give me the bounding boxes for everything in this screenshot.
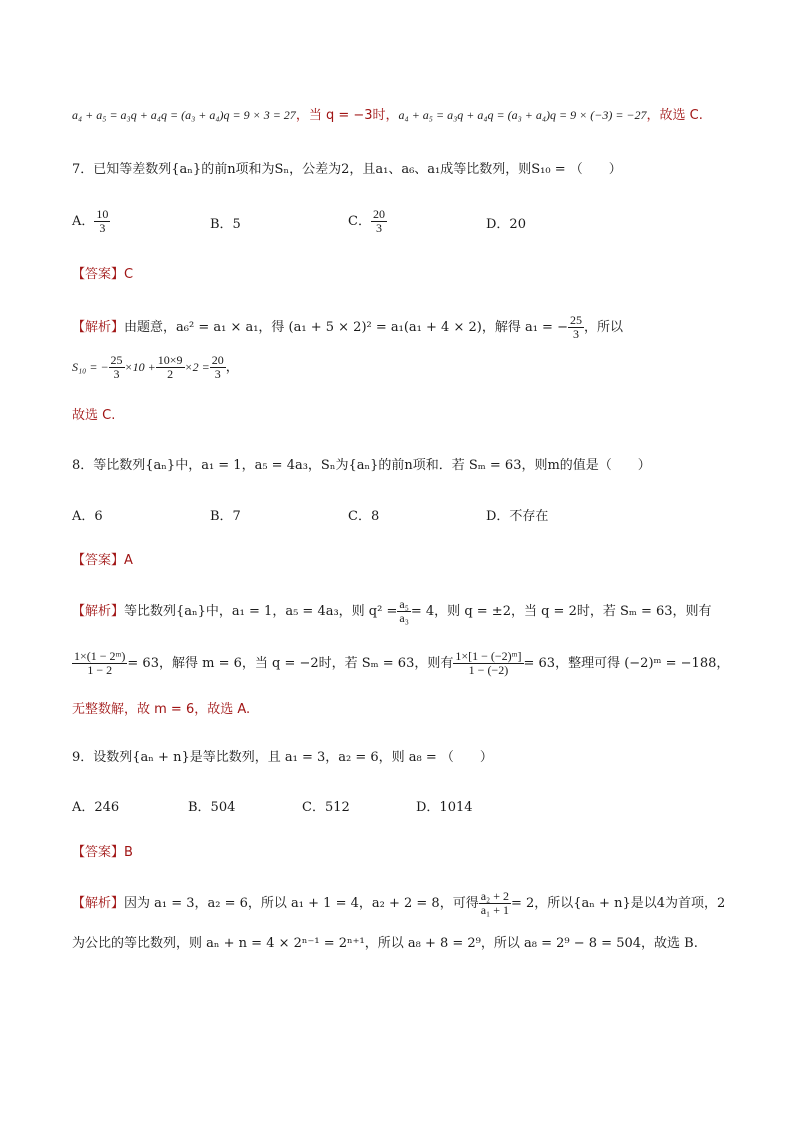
q7-option-a-den: 3 (99, 221, 106, 235)
prev-mid-text: ，当 q = −3时， (295, 108, 399, 123)
q8-conclusion: 无整数解，故 m = 6，故选 A. (72, 702, 251, 717)
q8-option-b: B．7 (210, 509, 241, 524)
q8-stem: 8．等比数列{aₙ}中，a₁ = 1，a₅ = 4a₃，Sₙ为{aₙ}的前n项和．若 Sₘ = 63，则m的值是（ ） (72, 458, 651, 473)
q8-answer-value: A (124, 553, 133, 568)
q9-analysis-text1: 因为 a₁ = 3，a₂ = 6，所以 a₁ + 1 = 4，a₂ + 2 = 8，可得 (124, 896, 479, 911)
q7-analysis-fraction-4-den: 3 (214, 367, 221, 381)
q8-analysis-fraction-3 (453, 650, 523, 677)
q7-analysis-line2 (72, 354, 732, 381)
q8-analysis-fraction-1 (397, 598, 411, 625)
q7-option-d: D．20 (486, 217, 526, 232)
prev-expr-1: a₄ + a₅ = a₃q + a₄q = (a₃ + a₄)q = 9 × 3 = 27 (72, 108, 296, 122)
q7-analysis-fraction-3-num: 10×9 (157, 353, 183, 367)
q7-option-c-den: 3 (375, 221, 382, 235)
q7-conclusion: 故选 C. (72, 408, 116, 423)
q7-analysis-text1: 由题意，a₆² = a₁ × a₁，得 (a₁ + 5 × 2)² = a₁(a₁ + 4 × 2)，解得 a₁ = − (124, 320, 568, 335)
prev-conclusion: ，故选 C. (646, 108, 703, 123)
q9-answer-value: B (124, 845, 133, 860)
prev-solution-line (72, 104, 732, 127)
q8-analysis-fraction-2-num: 1×(1 − 2ᵐ) (74, 649, 126, 663)
q8-option-d: D．不存在 (486, 509, 549, 524)
q9-analysis-fraction-1-num: a₂ + 2 (480, 889, 509, 903)
q8-analysis-fraction-3-num: 1×[1 − (−2)ᵐ] (455, 649, 522, 663)
q7-analysis-text2a: S₁₀ = − (72, 360, 109, 374)
q8-analysis-fraction-2 (72, 650, 127, 677)
q8-analysis-text1: 等比数列{aₙ}中，a₁ = 1，a₅ = 4a₃，则 q² = (124, 604, 398, 619)
q9-analysis-fraction-1 (479, 890, 511, 917)
q7-analysis-text2c: ×2 = (184, 360, 210, 374)
q8-analysis-fraction-2-den: 1 − 2 (87, 663, 113, 677)
q7-option-c-label: C． (348, 214, 371, 229)
q9-analysis-line2: 为公比的等比数列，则 aₙ + n = 4 × 2ⁿ⁻¹ = 2ⁿ⁺¹，所以 a₈ + 8 = 2⁹，所以 a₈ = 2⁹ − 8 = 504，故选 B. (72, 936, 698, 951)
q7-option-c-num: 20 (372, 207, 385, 221)
q9-option-c: C．512 (302, 800, 350, 815)
q8-analysis-text1b: = 4，则 q = ±2，当 q = 2时，若 Sₘ = 63，则有 (410, 604, 712, 619)
q8-analysis-text2b: = 63，整理可得 (−2)ᵐ = −188， (523, 656, 730, 671)
q7-analysis-text2d: ， (225, 360, 239, 375)
q8-option-c: C．8 (348, 509, 380, 524)
q7-analysis-fraction-2 (109, 354, 125, 381)
q7-analysis-fraction-1-den: 3 (572, 327, 579, 341)
q8-analysis-fraction-1-den: a₃ (399, 611, 409, 625)
q7-answer (72, 264, 732, 286)
q8-answer (72, 550, 732, 572)
q8-analysis-fraction-3-den: 1 − (−2) (468, 663, 509, 677)
q8-analysis-text2a: = 63，解得 m = 6，当 q = −2时，若 Sₘ = 63，则有 (127, 656, 454, 671)
q9-option-b: B．504 (188, 800, 236, 815)
q7-answer-tag: 【答案】 (72, 267, 125, 282)
q8-analysis-fraction-1-num: a₅ (399, 597, 409, 611)
q8-analysis-line1 (72, 598, 732, 625)
q7-stem: 7．已知等差数列{aₙ}的前n项和为Sₙ，公差为2，且a₁、a₆、a₁成等比数列，则S₁₀ = （ ） (72, 162, 622, 177)
q9-option-d: D．1014 (416, 800, 473, 815)
q7-option-c (348, 208, 387, 235)
q8-analysis-tag: 【解析】 (72, 604, 125, 619)
q7-analysis-line1 (72, 314, 732, 341)
q7-option-a-fraction (94, 208, 110, 235)
q9-answer-tag: 【答案】 (72, 845, 125, 860)
prev-expr-2: a₄ + a₅ = a₃q + a₄q = (a₃ + a₄)q = 9 × (−3) = −27 (398, 108, 647, 122)
q7-option-a (72, 208, 110, 235)
q9-answer (72, 842, 732, 864)
q9-stem: 9．设数列{aₙ + n}是等比数列，且 a₁ = 3，a₂ = 6，则 a₈ = （ ） (72, 750, 493, 765)
q7-analysis-fraction-3 (156, 354, 185, 381)
q9-analysis-text1b: = 2，所以{aₙ + n}是以4为首项，2 (510, 896, 726, 911)
q7-option-a-num: 10 (96, 207, 109, 221)
q7-option-b: B．5 (210, 217, 241, 232)
q7-answer-value: C (124, 267, 134, 282)
q7-analysis-fraction-3-den: 2 (167, 367, 174, 381)
q9-analysis-tag: 【解析】 (72, 896, 125, 911)
q7-option-c-fraction (371, 208, 387, 235)
q7-analysis-fraction-4-num: 20 (211, 353, 224, 367)
q7-analysis-fraction-2-num: 25 (110, 353, 123, 367)
q8-option-a: A．6 (72, 509, 103, 524)
q7-analysis-fraction-2-den: 3 (113, 367, 120, 381)
q7-analysis-fraction-1 (568, 314, 584, 341)
q8-analysis-line2 (72, 650, 732, 677)
q9-analysis-fraction-1-den: a₁ + 1 (480, 903, 509, 917)
q7-analysis-fraction-4 (210, 354, 226, 381)
q8-answer-tag: 【答案】 (72, 553, 125, 568)
q7-analysis-tag: 【解析】 (72, 320, 125, 335)
q9-option-a: A．246 (72, 800, 120, 815)
q7-analysis-text1b: ，所以 (583, 320, 623, 335)
q7-analysis-text2b: ×10 + (124, 360, 156, 374)
q9-analysis-line1 (72, 890, 732, 917)
q7-option-a-label: A． (72, 214, 95, 229)
q7-analysis-fraction-1-num: 25 (569, 313, 582, 327)
